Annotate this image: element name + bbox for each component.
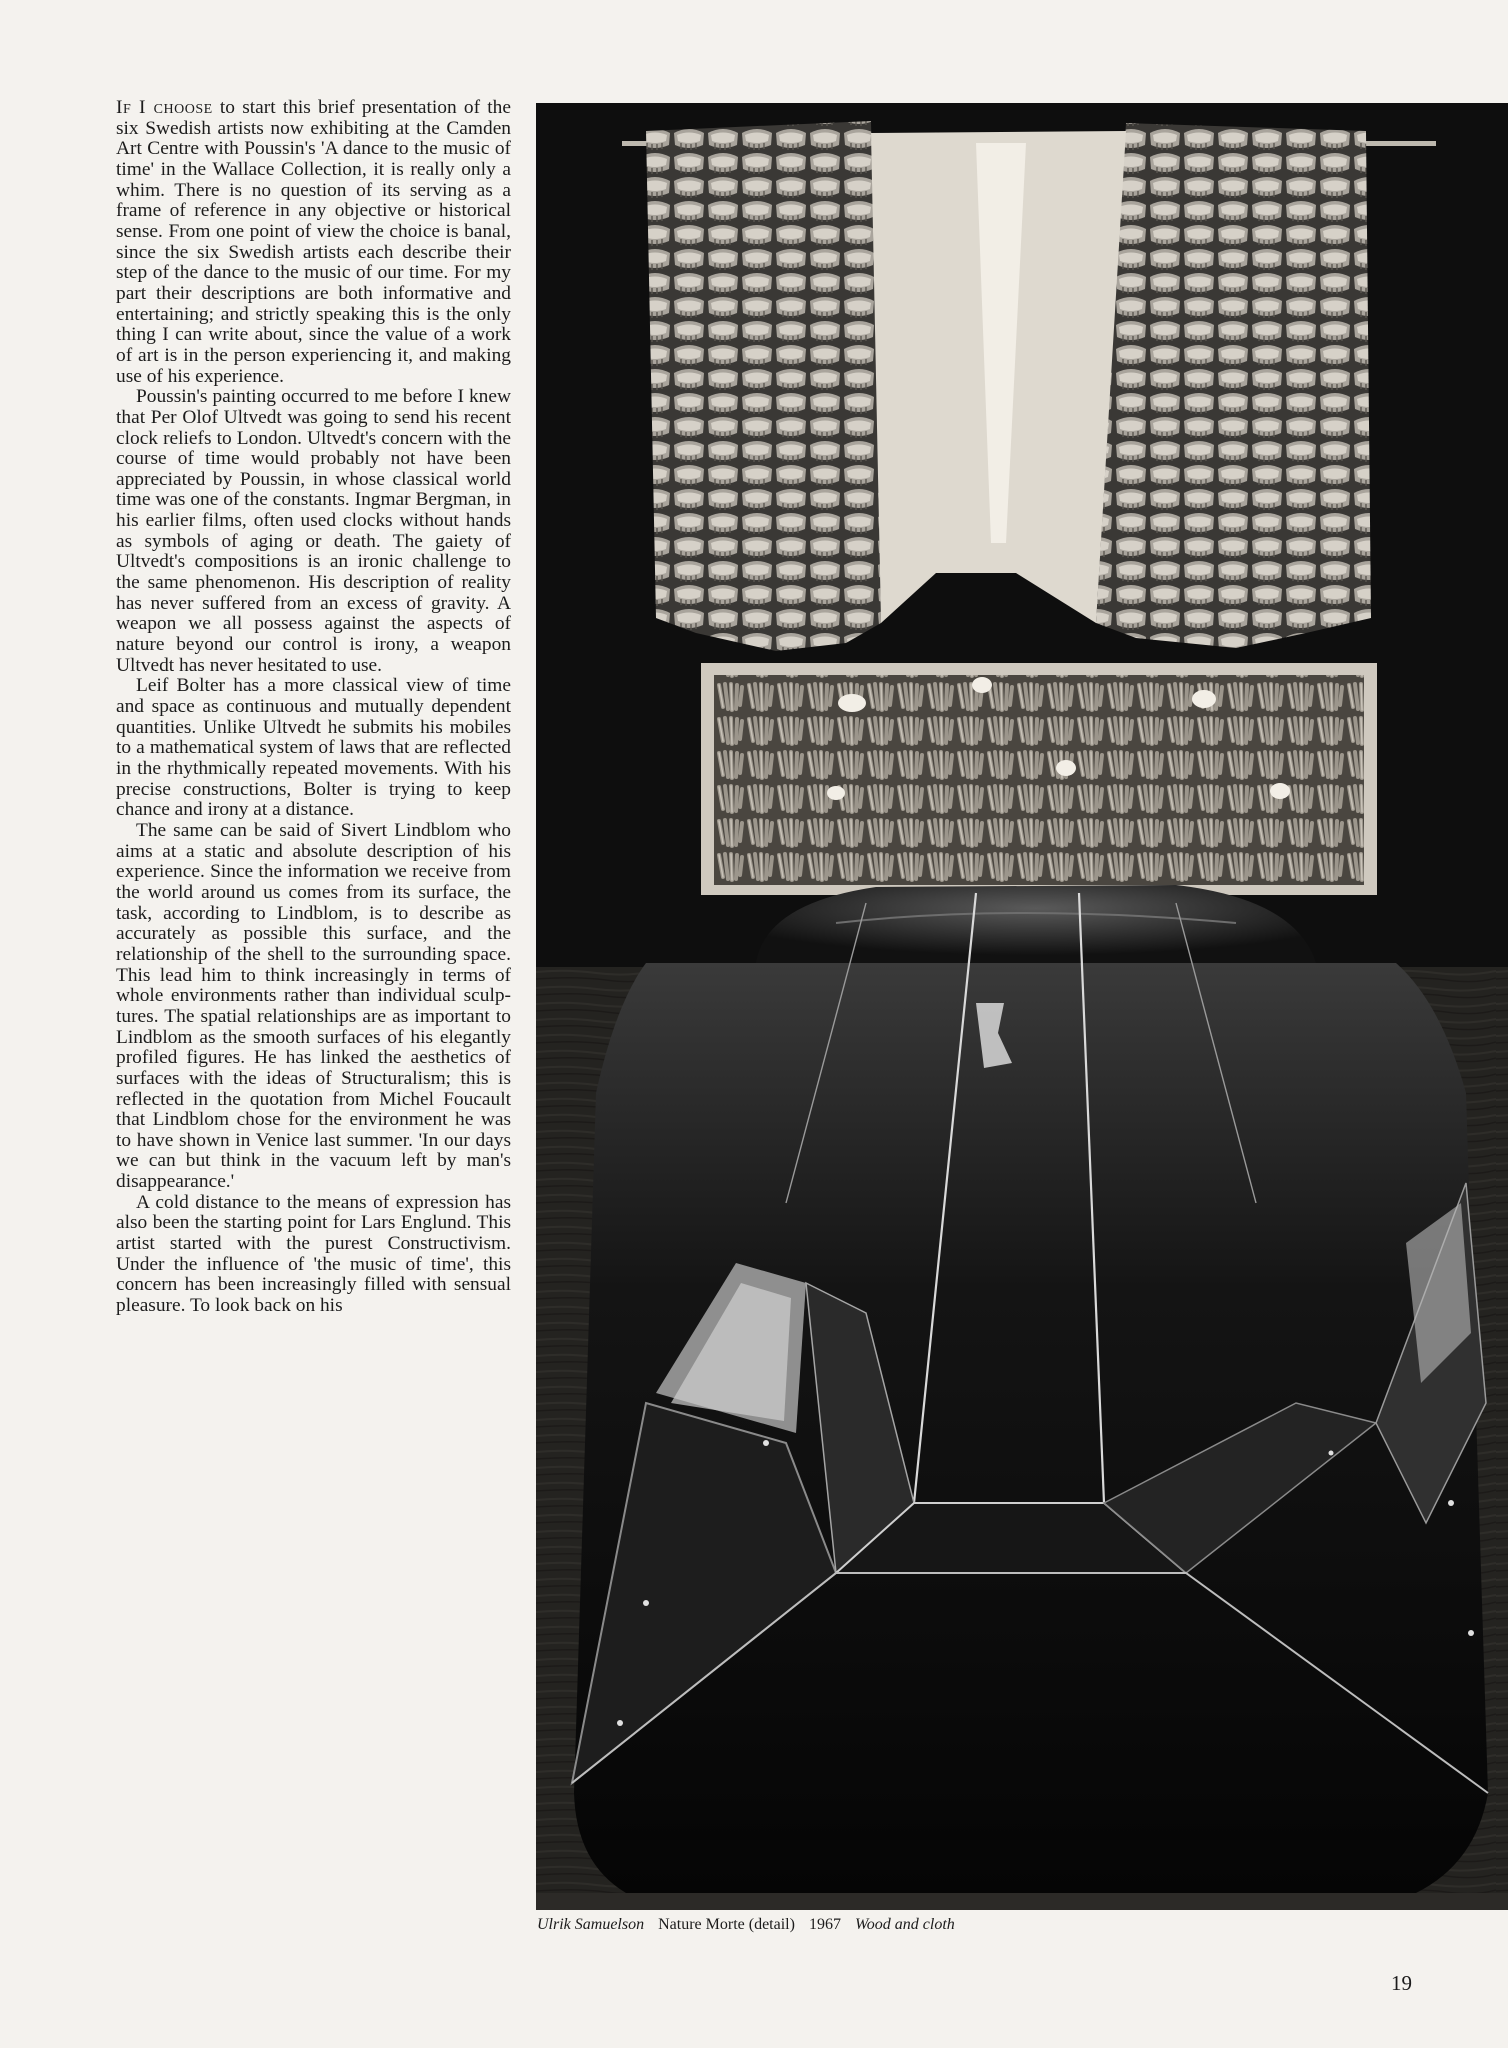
- artwork-illustration: [536, 103, 1508, 1910]
- page-number: 19: [1391, 1971, 1412, 1995]
- paragraph-1-text: to start this brief presentation of the six Swedish artists now exhibiting at the Camden Art Centre with Poussin's 'A dance to the music of time' in the Wallace Collection, it is really only a whim. There is no question of its serving as a frame of reference in any objective or historical sense. From one point of view the choice is banal, since the six Swedish artists each describe their step of the dance to the music of our time. For my part their descriptions are both informative and entertaining; and strictly speaking this is the only thing I can write about, since the value of a work of art is in the person experiencing it, and making use of his experience.: [116, 97, 511, 387]
- caption-artist: Ulrik Samuelson: [537, 1916, 645, 1933]
- paragraph-5: A cold distance to the means of expression has also been the starting point for Lars Englund. This artist started with the purest Constructivism. Under the influence of 'the music of time', this concern has been increasingly filled with sensual pleasure. To look back on his: [116, 1191, 511, 1317]
- lead-in: If I choose: [116, 97, 213, 118]
- paragraph-4: The same can be said of Sivert Lindblom who aims at a static and absolute description of his experience. Since the information we receive from the world around us comes from its surface, the task, according to Lindblom, is to describe as accurately as possible this surface, and the relationship of the shell to the surrounding space. This lead him to think increasingly in terms of whole environments rather than individual sculptures. The spatial relationships are as important to Lindblom as the smooth surfaces of his elegantly profiled figures. He has linked the aesthetics of surfaces with the ideas of Structuralism; this is reflected in the quotation from Michel Foucault that Lindblom chose for the environment he was to have shown in Venice last summer. 'In our days we can but think in the vacuum left by man's disappearance.': [116, 819, 511, 1193]
- caption-title: Nature Morte (detail): [658, 1916, 795, 1933]
- paragraph-2: Poussin's painting occurred to me before I knew that Per Olof Ultvedt was going to send his recent clock reliefs to London. Ultvedt's concern with the course of time would probably not have been appreciated by Poussin, in whose classical world time was one of the constants. Ingmar Bergman, in his earlier films, often used clocks without hands as symbols of aging or death. The gaiety of Ultvedt's compositions is an ironic challenge to the same phenomenon. His description of reality has never suffered from an excess of gravity. A weapon we all possess against the aspects of nature beyond our control is irony, a weapon Ultvedt has never hesitated to use.: [116, 386, 511, 676]
- caption-medium: Wood and cloth: [854, 1916, 955, 1933]
- artwork-photograph: [536, 103, 1508, 1910]
- figure-caption: [537, 1915, 1437, 1935]
- article-column: [116, 98, 511, 1317]
- caption-year: 1967: [808, 1916, 841, 1933]
- paragraph-1: [116, 98, 511, 387]
- paragraph-3: Leif Bolter has a more classical view of time and space as continuous and mutually dependent quantities. Unlike Ultvedt he submits his mobiles to a mathematical system of laws that are reflected in the rhythmically repeated movements. With his precise constructions, Bolter is trying to keep chance and irony at a distance.: [116, 675, 511, 821]
